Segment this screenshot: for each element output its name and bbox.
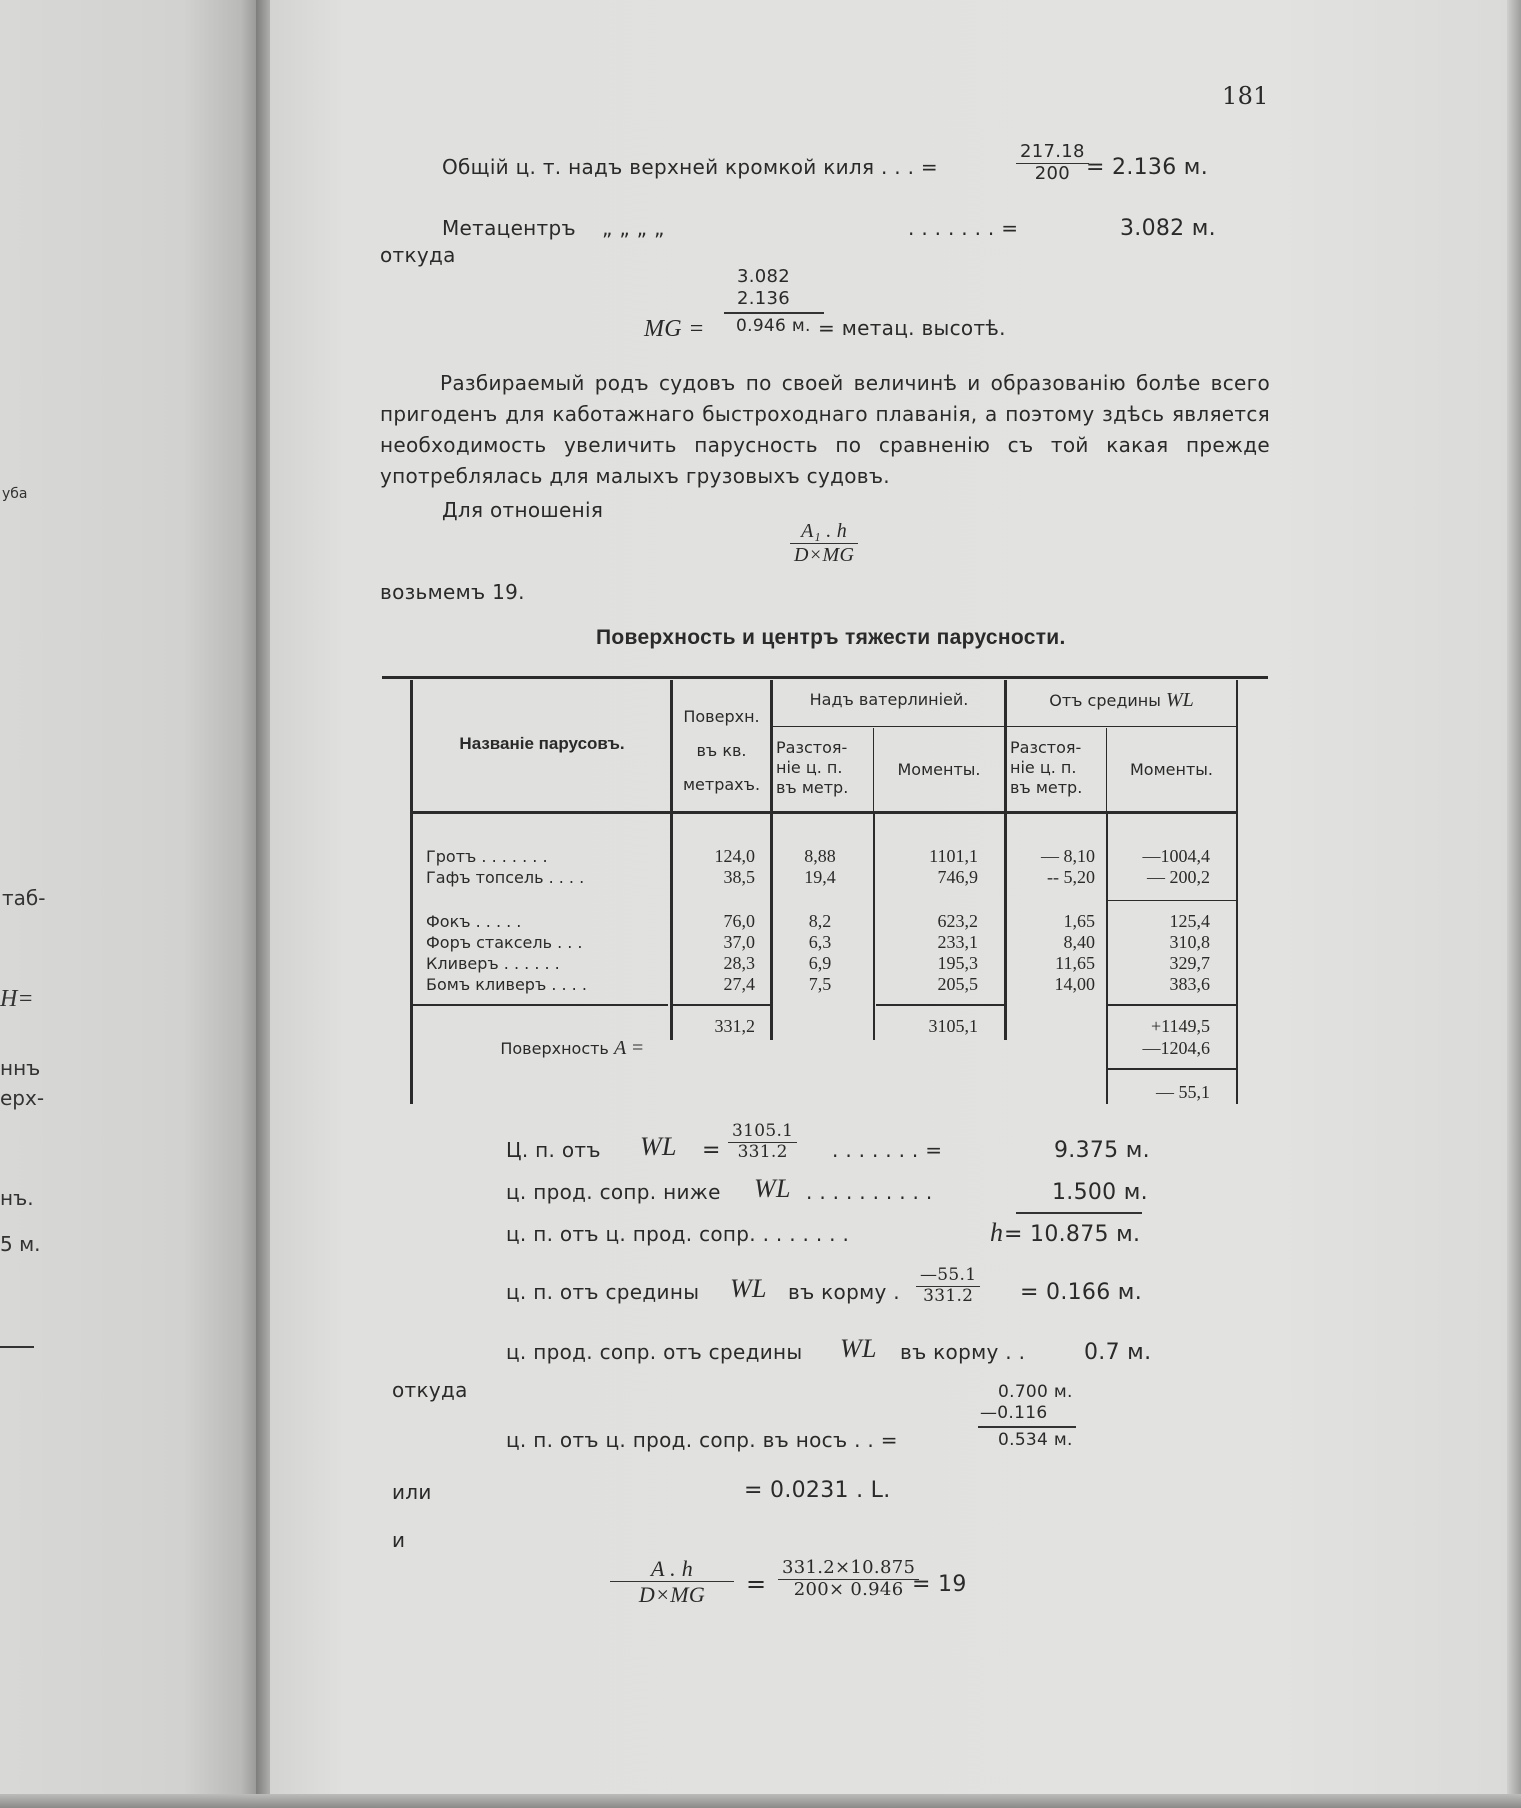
final-result: = 19 <box>912 1572 967 1597</box>
ratio-fraction: $\frac{\text{A₁ . h}}{D\times MG}$ <box>790 520 858 567</box>
wl-symbol: WL <box>730 1274 767 1303</box>
sail-moment-mid: 125,4 <box>1169 911 1210 931</box>
head-moments-mid: Моменты. <box>1129 760 1213 779</box>
page-number: 181 <box>1222 82 1269 110</box>
head-distance-mid: Разстоя- ніе ц. п. въ метр. <box>1010 738 1083 797</box>
ratio-intro: Для отношенія <box>442 498 604 522</box>
sail-distance: -- 5,20 <box>1047 867 1095 887</box>
wl-symbol: WL <box>640 1132 677 1161</box>
total-label: Поверхность A = <box>500 1037 645 1059</box>
final-numeric-fraction: $\frac{331.2\times 10.875}{200\times 0.946}$ <box>778 1558 919 1600</box>
total-rule-mid <box>1106 1004 1236 1006</box>
equals-sign: = <box>702 1138 721 1163</box>
right-page-edge <box>1507 0 1521 1808</box>
bottom-page-edge <box>0 1794 1521 1808</box>
left-fragment: H= <box>0 986 34 1012</box>
sail-distance: 14,00 <box>1054 974 1095 994</box>
sail-surface: 76,0 <box>723 911 755 931</box>
sail-height: 6,9 <box>808 953 832 973</box>
sail-name: Гафъ топсель . . . . <box>426 868 585 887</box>
mg-rule <box>724 312 824 314</box>
sail-height: 8,88 <box>804 846 836 866</box>
final-ratio-fraction: $\frac{A . h}{D\times MG}$ <box>610 1556 734 1608</box>
sail-surface: 27,4 <box>723 974 755 994</box>
cp-from-wl-dots: . . . . . . . = <box>832 1138 943 1162</box>
sail-height: 8,2 <box>808 911 832 931</box>
total-moments: 3105,1 <box>928 1016 978 1036</box>
above-sub-rule <box>772 726 1006 727</box>
cp-from-midship-tail: въ корму . <box>788 1280 900 1304</box>
total-rule-moments <box>876 1004 1004 1006</box>
sail-moment: 233,1 <box>937 932 978 952</box>
cg-keel-fraction: $\frac{217.18}{200}$ <box>1016 142 1089 184</box>
cp-from-midship-result: = 0.166 м. <box>1020 1280 1142 1305</box>
cp-from-midship-fraction: $\frac{—55.1}{331.2}$ <box>916 1266 980 1306</box>
sail-name: Гротъ . . . . . . . <box>426 847 548 866</box>
left-fragment: 5 м. <box>0 1232 41 1256</box>
group-rule <box>1106 900 1236 901</box>
wl-symbol: WL <box>754 1174 791 1203</box>
head-distance-above: Разстоя- ніе ц. п. въ метр. <box>776 738 849 797</box>
metacentre-dots: . . . . . . . = <box>908 216 1019 240</box>
left-fragment: таб- <box>2 886 46 910</box>
cp-forward-label: ц. п. отъ ц. прод. сопр. въ носъ . . = <box>506 1428 898 1452</box>
sail-name: Форъ стаксель . . . <box>426 933 583 952</box>
sail-height: 19,4 <box>804 867 836 887</box>
clr-from-midship-tail: въ корму . . <box>900 1340 1026 1364</box>
head-surface: Поверхн. въ кв. метрахъ. <box>682 707 761 794</box>
cp-forward-result: 0.534 м. <box>998 1430 1073 1450</box>
col-rule <box>1236 814 1238 1104</box>
mid-sub-rule <box>1006 726 1236 727</box>
left-fragment: нъ. <box>0 1186 34 1210</box>
left-fragment: ннъ <box>0 1056 41 1080</box>
diff-subtrahend: —0.116 <box>980 1403 1048 1423</box>
sail-distance: 11,65 <box>1055 953 1095 973</box>
cp-from-wl-fraction: $\frac{3105.1}{331.2}$ <box>728 1122 797 1162</box>
cp-from-clr-result: = 10.875 м. <box>1004 1222 1141 1247</box>
net-rule <box>1106 1068 1236 1070</box>
mg-subtrahend: 2.136 <box>737 288 791 309</box>
sail-moment-mid: —1004,4 <box>1142 846 1210 866</box>
sail-moment: 205,5 <box>937 974 978 994</box>
sail-name: Бомъ кливеръ . . . . <box>426 975 587 994</box>
head-name: Названіе парусовъ. <box>459 734 625 753</box>
table-top-rule <box>382 676 1268 679</box>
mg-symbol: MG = <box>644 316 705 342</box>
sail-moment-mid: 383,6 <box>1169 974 1210 994</box>
mg-minuend: 3.082 <box>737 266 791 287</box>
clr-below-wl-result: 1.500 м. <box>1052 1180 1148 1205</box>
left-fragment: уба <box>2 486 28 502</box>
mg-tail: = метац. высотѣ. <box>818 316 1006 340</box>
sail-surface: 28,3 <box>723 953 755 973</box>
head-from-midship: Отъ средины WL <box>1049 689 1194 711</box>
sail-moment-mid: 329,7 <box>1169 953 1210 973</box>
metacentre-result: 3.082 м. <box>1120 216 1216 241</box>
right-page <box>270 0 1521 1808</box>
sail-moment: 1101,1 <box>929 846 978 866</box>
clr-below-wl-label: ц. прод. сопр. ниже <box>506 1180 721 1204</box>
ditto-marks: „ „ „ „ <box>602 216 665 240</box>
diff-minuend: 0.700 м. <box>998 1382 1073 1402</box>
and-label: и <box>392 1528 406 1552</box>
sail-moment-mid: 310,8 <box>1169 932 1210 952</box>
positive-sum: +1149,5 <box>1151 1016 1210 1036</box>
or-label: или <box>392 1480 432 1504</box>
clr-from-midship-label: ц. прод. сопр. отъ средины <box>506 1340 803 1364</box>
sail-distance: — 8,10 <box>1041 846 1095 866</box>
body-paragraph: Разбираемый родъ судовъ по своей величинѣ и образованію болѣе всего пригоденъ для каботажнаго быстроходнаго плаванія, а поэтому здѣсь является необходимость увеличить парусность по сравненію съ той какая прежде употреблялась для малыхъ грузовыхъ судовъ. <box>380 371 1270 488</box>
sail-height: 7,5 <box>808 974 832 994</box>
head-above-waterline: Надъ ватерлиніей. <box>809 690 969 709</box>
metacentre-label: Метацентръ <box>442 216 576 240</box>
total-surface: 331,2 <box>714 1016 755 1036</box>
sail-distance: 8,40 <box>1063 932 1095 952</box>
head-moments-above: Моменты. <box>897 760 981 779</box>
whence-label: откуда <box>392 1378 468 1402</box>
take-19: возьмемъ 19. <box>380 580 525 604</box>
clr-from-midship-result: 0.7 м. <box>1084 1340 1152 1365</box>
cg-keel-result: = 2.136 м. <box>1086 155 1208 180</box>
col-rule <box>1236 680 1238 814</box>
cp-from-wl-result: 9.375 м. <box>1054 1138 1150 1163</box>
sail-surface: 38,5 <box>723 867 755 887</box>
wl-symbol: WL <box>840 1334 877 1363</box>
ratio-l: = 0.0231 . L. <box>744 1478 891 1503</box>
sail-moment: 195,3 <box>937 953 978 973</box>
whence-label: откуда <box>380 243 456 267</box>
sail-name: Кливеръ . . . . . . <box>426 954 560 973</box>
net-sum: — 55,1 <box>1156 1082 1210 1102</box>
sail-distance: 1,65 <box>1063 911 1095 931</box>
mg-value: 0.946 м. <box>736 316 811 336</box>
total-rule-name <box>412 1004 668 1006</box>
cp-from-midship-label: ц. п. отъ средины <box>506 1280 700 1304</box>
sail-surface: 37,0 <box>723 932 755 952</box>
diff-rule <box>978 1426 1076 1428</box>
total-rule-surface <box>672 1004 770 1006</box>
left-page <box>0 0 262 1808</box>
sail-height: 6,3 <box>808 932 832 952</box>
cp-from-clr-label: ц. п. отъ ц. прод. сопр. . . . . . . . <box>506 1222 850 1246</box>
sail-moment-mid: — 200,2 <box>1147 867 1210 887</box>
cp-from-wl-label: Ц. п. отъ <box>506 1138 601 1162</box>
sail-moment: 746,9 <box>937 867 978 887</box>
table-title: Поверхность и центръ тяжести парусности. <box>596 626 1066 649</box>
h-symbol: h <box>990 1218 1004 1247</box>
cg-keel-label: Общій ц. т. надъ верхней кромкой киля . . . = <box>442 155 938 179</box>
table-left-rule <box>410 680 413 1104</box>
sum-rule <box>1016 1212 1142 1214</box>
left-rule <box>0 1346 34 1348</box>
clr-below-wl-dots: . . . . . . . . . . <box>806 1180 933 1204</box>
negative-sum: —1204,6 <box>1142 1038 1210 1058</box>
left-fragment: ерх- <box>0 1086 45 1110</box>
table-head-rule <box>412 811 1236 814</box>
sail-surface: 124,0 <box>714 846 755 866</box>
sail-moment: 623,2 <box>937 911 978 931</box>
equals-sign: = <box>746 1570 767 1598</box>
sail-name: Фокъ . . . . . <box>426 912 522 931</box>
